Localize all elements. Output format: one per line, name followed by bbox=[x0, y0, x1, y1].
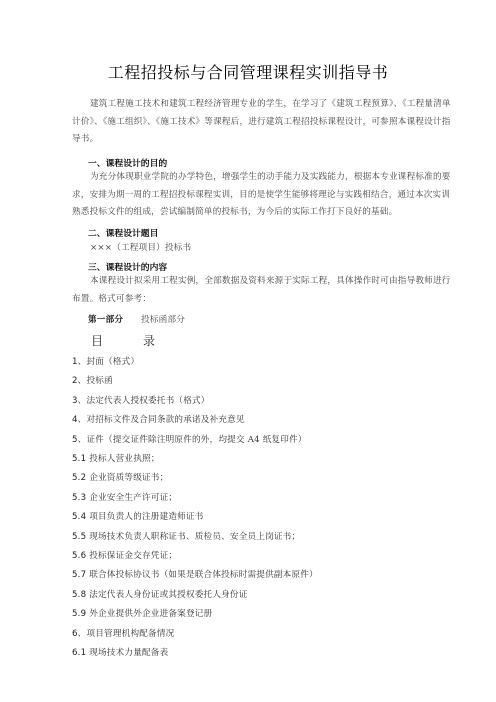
section-3-body: 本课程设计拟采用工程实例，全部数据及资料来源于实际工程，具体操作时可由指导教师进行布置。格式可参考： bbox=[72, 276, 451, 304]
toc-item-number: 5 bbox=[72, 434, 78, 445]
toc-item-text: 企业资质等级证书； bbox=[89, 473, 169, 484]
toc-item-text: 外企业提供外企业进备案登记册 bbox=[89, 609, 213, 620]
toc-title-char-1: 目 bbox=[91, 334, 104, 348]
toc-item-text: 法定代表人身份证或其授权委托人身份证 bbox=[89, 589, 248, 600]
toc-item-text: 企业安全生产许可证； bbox=[89, 492, 178, 503]
toc-item-number: 5.5 bbox=[72, 531, 87, 542]
toc-item bbox=[72, 491, 177, 503]
section-2-heading: 二、课程设计题目 bbox=[88, 229, 159, 239]
toc-item-text: 投标保证金交存凭证； bbox=[89, 551, 178, 561]
toc-item bbox=[72, 530, 300, 542]
toc-item bbox=[72, 374, 113, 386]
toc-item bbox=[72, 394, 210, 406]
toc-item-number: 4 bbox=[72, 415, 78, 426]
part-one-line bbox=[88, 313, 185, 325]
toc-item-text: 现场技术力量配备表 bbox=[89, 648, 169, 658]
toc-item-text: 法定代表人授权委托书（格式） bbox=[86, 395, 210, 406]
toc-item-text: 现场技术负责人职称证书、质检员、安全员上岗证书； bbox=[89, 531, 301, 542]
toc-item bbox=[72, 471, 168, 483]
toc-item-number: 5.4 bbox=[72, 512, 87, 523]
toc-item bbox=[72, 433, 307, 445]
section-1-heading: 一、课程设计的目的 bbox=[88, 159, 168, 169]
toc-item bbox=[72, 452, 160, 464]
section-1-body: 为充分体现职业学院的办学特色，增强学生的动手能力及实践能力，根据本专业课程标准的要求，安排为期一周的工程招投标课程实训，目的是使学生能够将理论与实践相结合，通过本次实训熟悉投标文件的组成，尝试编制简单的投标书，为今后的实际工作打下良好的基础。 bbox=[72, 172, 451, 217]
toc-item-text: 项目管理机构配备情况 bbox=[86, 628, 175, 639]
toc-item-separator: 、 bbox=[77, 628, 87, 639]
part-label: 第一部分 bbox=[88, 315, 124, 325]
toc-title bbox=[91, 332, 155, 349]
document-title: 工程招投标与合同管理课程实训指导书 bbox=[107, 63, 389, 82]
toc-item-number: 5.7 bbox=[72, 570, 87, 581]
toc-item-number: 5.9 bbox=[72, 609, 87, 620]
toc-item bbox=[72, 510, 204, 522]
intro-paragraph: 建筑工程施工技术和建筑工程经济管理专业的学生，在学习了《建筑工程预算》、《工程量清单计价》、《施工组织》、《施工技术》等课程后，进行建筑工程招投标课程设计，可参照本课程设计指导书。 bbox=[72, 99, 451, 144]
toc-item-separator: 、 bbox=[77, 434, 87, 445]
toc-item-separator: 、 bbox=[77, 357, 87, 367]
section-3-heading: 三、课程设计的内容 bbox=[88, 263, 168, 273]
toc-item-number: 5.3 bbox=[72, 492, 87, 503]
toc-item-number: 5.8 bbox=[72, 589, 87, 600]
toc-item-number: 5.6 bbox=[72, 551, 87, 561]
toc-item bbox=[72, 646, 168, 658]
section-2-body: ×××（工程项目）投标书 bbox=[90, 243, 192, 253]
toc-title-char-2: 录 bbox=[143, 334, 156, 348]
toc-item-separator: 、 bbox=[77, 376, 87, 387]
toc-item-text: 对招标文件及合同条款的承诺及补充意见 bbox=[86, 415, 245, 426]
toc-item bbox=[72, 568, 318, 580]
toc-item-separator: 、 bbox=[77, 395, 87, 406]
toc-item-text: 投标函 bbox=[86, 376, 113, 387]
toc-item-number: 3 bbox=[72, 395, 78, 406]
toc-item bbox=[72, 607, 212, 619]
toc-item-separator: 、 bbox=[77, 415, 87, 426]
toc-item bbox=[72, 413, 245, 425]
toc-item-number: 6 bbox=[72, 628, 78, 639]
toc-item-text: 项目负责人的注册建造师证书 bbox=[89, 512, 204, 523]
toc-item bbox=[72, 355, 139, 367]
toc-item bbox=[72, 588, 248, 600]
toc-item-number: 5.2 bbox=[72, 473, 87, 484]
toc-item bbox=[72, 549, 177, 561]
toc-item-text: 投标人营业执照； bbox=[89, 454, 160, 464]
toc-item-text: 封面（格式） bbox=[86, 357, 140, 367]
toc-item-text: 联合体投标协议书（如果是联合体投标时需提供副本原件） bbox=[89, 570, 318, 581]
toc-item bbox=[72, 627, 174, 639]
toc-item-number: 6.1 bbox=[72, 648, 87, 658]
toc-item-number: 1 bbox=[72, 357, 78, 367]
toc-item-text: 证件（提交证件除注明原件的外，均提交 A4 纸复印件） bbox=[86, 434, 307, 445]
toc-item-number: 2 bbox=[72, 376, 78, 387]
toc-item-number: 5.1 bbox=[72, 454, 87, 464]
part-name: 投标函部分 bbox=[141, 315, 186, 325]
